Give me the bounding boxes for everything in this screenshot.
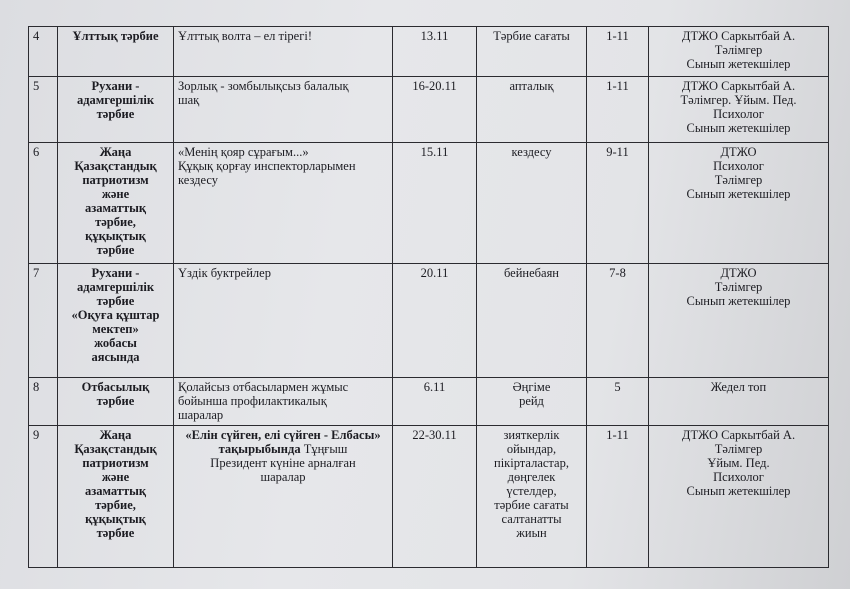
table-row (29, 27, 829, 77)
direction-cell-line: Қазақстандық (74, 442, 157, 456)
responsible-cell-line: Тәлімгер (714, 173, 763, 187)
grades-cell: 5 (587, 378, 649, 426)
table-row (29, 426, 829, 568)
format-cell (477, 27, 587, 77)
direction-cell-line: тәрбие (96, 294, 135, 308)
format-cell (477, 143, 587, 264)
date-cell: 16-20.11 (393, 77, 477, 143)
responsible-cell (649, 264, 829, 378)
event-cell-line: Президент күніне арналған (210, 456, 356, 470)
format-cell-line: Әңгіме (512, 380, 551, 394)
direction-cell-line: патриотизм (82, 173, 149, 187)
direction-cell-line: тәрбие (96, 107, 135, 121)
direction-cell-line: тәрбие (96, 394, 135, 408)
responsible-cell (649, 143, 829, 264)
table-row (29, 264, 829, 378)
responsible-cell-line: Психолог (713, 159, 764, 173)
responsible-cell-line: ДТЖО (720, 266, 757, 280)
event-cell-line: Қолайсыз отбасылармен жұмыс (178, 380, 349, 394)
direction-cell-line: Жаңа (99, 145, 132, 159)
direction-cell-line: Жаңа (99, 428, 132, 442)
row-number: 8 (29, 378, 58, 426)
responsible-cell-line: Ұйым. Пед. (707, 456, 770, 470)
grades-cell: 1-11 (587, 77, 649, 143)
direction-cell-line: құқықтық (85, 229, 146, 243)
event-cell-line: шаралар (178, 408, 224, 422)
event-cell-line: Тұңғыш (303, 442, 348, 456)
format-cell-line: ойындар, (506, 442, 557, 456)
event-title-bold: «Елін сүйген, елі сүйген - Елбасы» тақырыбында (185, 428, 381, 456)
responsible-cell-line: ДТЖО Саркытбай А. (681, 428, 796, 442)
responsible-cell-line: Психолог (713, 470, 764, 484)
direction-cell-line: тәрбие, (95, 215, 136, 229)
direction-cell (58, 378, 174, 426)
responsible-cell-line: Сынып жетекшілер (686, 294, 791, 308)
event-cell (174, 77, 393, 143)
format-cell-line: пікірталастар, (494, 456, 569, 470)
responsible-cell-line: ДТЖО Саркытбай А. (681, 29, 796, 43)
responsible-cell-line: ДТЖО Саркытбай А. (681, 79, 796, 93)
date-cell: 6.11 (393, 378, 477, 426)
direction-cell-line: Қазақстандық (74, 159, 157, 173)
direction-cell-line: және (101, 470, 130, 484)
direction-cell-line: «Оқуға құштар (71, 308, 160, 322)
direction-cell-line: тәрбие (96, 526, 135, 540)
grades-cell: 1-11 (587, 27, 649, 77)
table-body (29, 27, 829, 568)
event-cell-line: шақ (178, 93, 200, 107)
direction-cell-line: адамгершілік (76, 280, 155, 294)
responsible-cell-line: Психолог (713, 107, 764, 121)
responsible-cell-line: Сынып жетекшілер (686, 57, 791, 71)
format-cell-line: жиын (516, 526, 547, 540)
responsible-cell-line: Тәлімгер (714, 442, 763, 456)
row-number: 6 (29, 143, 58, 264)
responsible-cell-line: Жедел топ (710, 380, 767, 394)
direction-cell-line: аясында (91, 350, 140, 364)
format-cell-line: тәрбие сағаты (494, 498, 569, 512)
direction-cell (58, 143, 174, 264)
responsible-cell (649, 426, 829, 568)
responsible-cell-line: Сынып жетекшілер (686, 121, 791, 135)
direction-cell-line: мектеп» (92, 322, 139, 336)
format-cell-line: дөңгелек (507, 470, 556, 484)
event-cell (174, 378, 393, 426)
row-number: 7 (29, 264, 58, 378)
responsible-cell (649, 77, 829, 143)
responsible-cell-line: Сынып жетекшілер (686, 484, 791, 498)
grades-cell: 1-11 (587, 426, 649, 568)
responsible-cell-line: ДТЖО (720, 145, 757, 159)
event-cell (174, 264, 393, 378)
format-cell (477, 264, 587, 378)
date-cell: 22-30.11 (393, 426, 477, 568)
direction-cell-line: Отбасылық (81, 380, 150, 394)
direction-cell-line: құқықтық (85, 512, 146, 526)
event-cell-line: бойынша профилактикалық (178, 394, 327, 408)
direction-cell-line: Рухани - (91, 79, 140, 93)
row-number: 4 (29, 27, 58, 77)
date-cell: 15.11 (393, 143, 477, 264)
format-cell-line: бейнебаян (503, 266, 560, 280)
format-cell (477, 426, 587, 568)
responsible-cell-line: Тәлімгер. Ұйым. Пед. (680, 93, 797, 107)
direction-cell-line: азаматтық (84, 201, 147, 215)
format-cell-line: рейд (519, 394, 544, 408)
event-cell-line: Үздік буктрейлер (178, 266, 271, 280)
table-row (29, 77, 829, 143)
direction-cell-line: адамгершілік (76, 93, 155, 107)
format-cell (477, 378, 587, 426)
event-cell-line: Ұлттық волта – ел тірегі! (178, 29, 312, 43)
direction-cell (58, 426, 174, 568)
event-cell-line: «Менің қояр сұрағым...» (178, 145, 309, 159)
direction-cell-line: жобасы (94, 336, 137, 350)
responsible-cell-line: Тәлімгер (714, 280, 763, 294)
responsible-cell-line: Тәлімгер (714, 43, 763, 57)
grades-cell: 7-8 (587, 264, 649, 378)
format-cell-line: зияткерлік (503, 428, 560, 442)
table-row (29, 143, 829, 264)
direction-cell (58, 264, 174, 378)
direction-cell (58, 77, 174, 143)
row-number: 9 (29, 426, 58, 568)
format-cell (477, 77, 587, 143)
event-cell (174, 27, 393, 77)
direction-cell-line: Ұлттық тәрбие (72, 29, 159, 43)
direction-cell-line: патриотизм (82, 456, 149, 470)
event-cell-line: Құқық қорғау инспекторларымен (178, 159, 356, 173)
format-cell-line: кездесу (511, 145, 552, 159)
events-table (28, 26, 829, 568)
row-number: 5 (29, 77, 58, 143)
event-cell-line: кездесу (178, 173, 219, 187)
format-cell-line: үстелдер, (506, 484, 557, 498)
direction-cell (58, 27, 174, 77)
date-cell: 20.11 (393, 264, 477, 378)
format-cell-line: апталық (509, 79, 554, 93)
event-cell-line: Зорлық - зомбылықсыз балалық (178, 79, 349, 93)
format-cell-line: Тәрбие сағаты (493, 29, 570, 43)
direction-cell-line: азаматтық (84, 484, 147, 498)
grades-cell: 9-11 (587, 143, 649, 264)
event-cell (174, 143, 393, 264)
direction-cell-line: Рухани - (91, 266, 140, 280)
direction-cell-line: және (101, 187, 130, 201)
responsible-cell (649, 27, 829, 77)
responsible-cell (649, 378, 829, 426)
direction-cell-line: тәрбие (96, 243, 135, 257)
direction-cell-line: тәрбие, (95, 498, 136, 512)
event-cell-line: шаралар (260, 470, 306, 484)
table-row (29, 378, 829, 426)
event-cell (174, 426, 393, 568)
format-cell-line: салтанатты (501, 512, 562, 526)
date-cell: 13.11 (393, 27, 477, 77)
responsible-cell-line: Сынып жетекшілер (686, 187, 791, 201)
